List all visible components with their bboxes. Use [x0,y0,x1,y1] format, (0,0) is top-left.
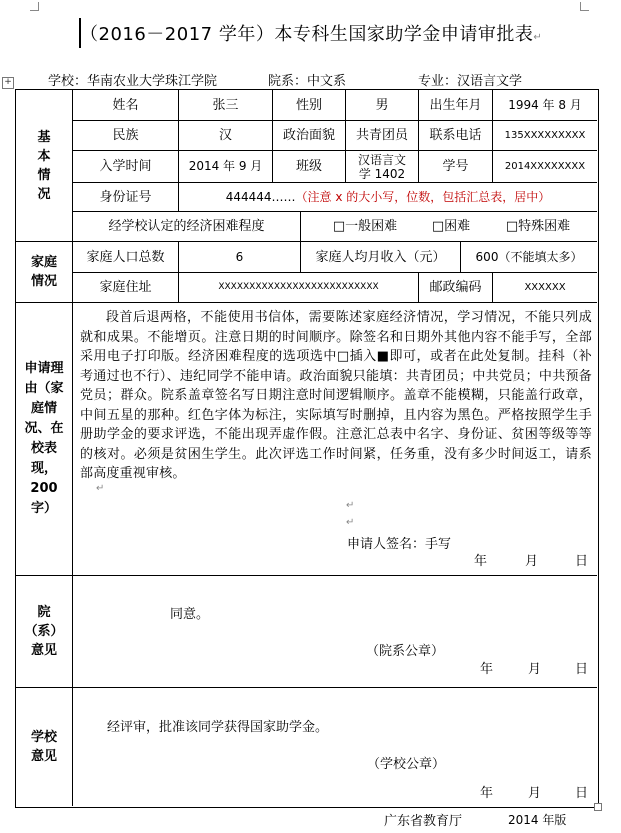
income-label: 家庭人均月收入（元） [315,249,446,265]
reason-date-year: 年 [474,554,488,569]
family-count-value[interactable]: 6 [235,249,244,264]
reason-date-day: 日 [575,554,589,569]
school-info: 学校：华南农业大学珠江学院 [48,74,218,89]
major-info: 专业：汉语言文学 [418,74,523,89]
page-title: （2016－2017 学年）本专科生国家助学金申请审批表↵ [80,24,543,45]
political-label: 政治面貌 [282,128,335,143]
school-date-day: 日 [575,786,589,801]
class-label: 班级 [295,159,322,174]
reason-text[interactable]: 段首后退两格，不能使用书信体，需要陈述家庭经济情况，学习情况，不能只列成就和成果。不能增页。注意日期的时间顺序。除签名和日期外其他内容不能手写，全部采用电子打印版。经济困难程度的选项选中□插入■即可，或者在此处复制。挂科（补考通过也不行）、违纪同学不能申请。政治面貌只能填：共青团员；中共党员；中共预备党员；群众。院系盖章签名写日期注意时间逻辑顺序。盖章不能模糊，只能盖行政章，中间五星的那种。红色字体为标注，实际填写时删掉，且内容为黑色。严格按照学生手册助学金的要求评选，不能出现弄虚作假。注意汇总表中名字、身份证、贫困等级等等的核对。必须是贫困生学生。此次评选工作时间紧，任务重，没有多少时间返工，请系部高度重视审核。 [80,310,592,481]
phone-label: 联系电话 [429,128,482,143]
paragraph-mark: ↵ [346,500,355,511]
paragraph-mark: ↵ [346,517,355,528]
dept-date-day: 日 [575,662,589,677]
address-label: 家庭住址 [99,280,152,295]
hardship-option-special[interactable]: □特殊困难 [505,219,571,234]
table-move-handle-icon[interactable]: + [2,77,14,89]
student-id-value[interactable]: 2014XXXXXXXX [504,161,586,172]
political-value[interactable]: 共青团员 [355,128,408,143]
zip-label: 邮政编码 [429,280,482,295]
dept-date-year: 年 [480,662,494,677]
hardship-label: 经学校认定的经济困难程度 [108,219,265,234]
school-opinion-section-label: 学校意见 [30,730,57,764]
student-id-label: 学号 [442,159,469,174]
paragraph-mark: ↵ [96,483,105,494]
department-info: 院系：中文系 [268,74,347,89]
zip-value[interactable]: XXXXXX [524,282,566,293]
dept-opinion-text[interactable]: 同意。 [170,607,210,622]
issuer-label: 广东省教育厅 [384,814,463,829]
gender-value[interactable]: 男 [375,97,389,113]
income-value[interactable]: 600（不能填太多） [475,249,583,264]
enroll-label: 入学时间 [99,159,152,174]
hardship-option-general[interactable]: □一般困难 [332,219,398,234]
table-resize-handle[interactable] [594,803,602,811]
phone-value[interactable]: 135XXXXXXXXX [504,130,586,141]
school-stamp-label: （学校公章） [367,757,446,772]
basic-info-section-label: 基本情况 [37,129,51,202]
reason-date-month: 月 [525,554,539,569]
class-value[interactable]: 汉语言文 学 1402 [357,152,406,181]
dept-date-month: 月 [528,662,542,677]
dept-stamp-label: （院系公章） [366,644,445,659]
name-label: 姓名 [112,97,139,113]
ethnic-label: 民族 [112,128,139,143]
school-date-month: 月 [528,786,542,801]
reason-section-label: 申请理由（家庭情况、在校表现，200字） [24,361,64,516]
birth-label: 出生年月 [429,97,482,113]
top-right-corner-mark [580,2,589,11]
gender-label: 性别 [295,97,322,113]
version-label: 2014 年版 [508,813,567,827]
school-opinion-text[interactable]: 经评审，批准该同学获得国家助学金。 [107,720,329,735]
name-value[interactable]: 张三 [212,97,239,113]
family-count-label: 家庭人口总数 [86,249,165,265]
top-left-corner-mark [30,2,39,11]
id-number-note: （注意 x 的大小写，位数，包括汇总表，居中） [295,189,551,204]
address-value[interactable]: XXXXXXXXXXXXXXXXXXXXXXXXXX [218,282,379,292]
applicant-signature-label: 申请人签名：手写 [347,537,452,552]
family-section-label: 家庭情况 [30,255,57,289]
id-number-label: 身份证号 [99,189,152,205]
id-number-value[interactable]: 444444…… （注意 x 的大小写，位数，包括汇总表，居中） [225,189,551,204]
hardship-option-hardship[interactable]: □困难 [431,219,471,234]
school-date-year: 年 [480,786,494,801]
dept-opinion-section-label: 院（系）意见 [24,605,64,658]
enroll-value[interactable]: 2014 年 9 月 [188,159,263,173]
birth-value[interactable]: 1994 年 8 月 [508,97,582,112]
ethnic-value[interactable]: 汉 [218,128,232,143]
